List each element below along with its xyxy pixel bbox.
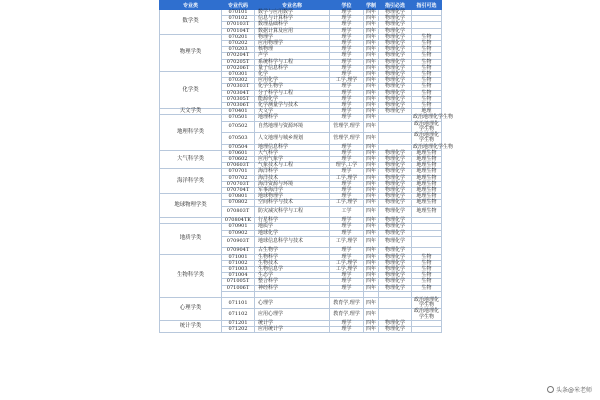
major-years: 四年 [364,144,379,150]
major-required-subjects: 物理化学 [379,109,412,115]
major-code: 070303T [222,84,255,90]
major-years: 四年 [364,157,379,163]
major-required-subjects: 物理化学 [379,53,412,59]
major-code: 070305T [222,96,255,102]
header-name: 专业名称 [255,1,330,10]
major-code: 070502 [222,121,255,133]
major-required-subjects: 物理化学 [379,163,412,169]
header-category: 专业类 [160,1,222,10]
major-code: 071202 [222,327,255,333]
major-degree: 理学 [330,169,364,175]
major-degree: 理学 [330,218,364,224]
major-degree: 理学 [330,103,364,109]
major-optional-subjects [412,327,442,333]
major-years: 四年 [364,96,379,102]
major-code: 070205T [222,59,255,65]
major-name: 地球物理学 [255,194,330,200]
major-name: 天文学 [255,109,330,115]
major-degree: 理学 [330,53,364,59]
major-years: 四年 [364,260,379,266]
major-years: 四年 [364,34,379,40]
major-code: 070302 [222,78,255,84]
major-optional-subjects: 生物 [412,273,442,279]
major-degree: 工学,理学 [330,200,364,206]
major-code: 071101 [222,297,255,309]
major-code: 070304T [222,90,255,96]
category-cell: 地理科学类 [160,115,222,150]
major-years: 四年 [364,47,379,53]
major-name: 信息与计算科学 [255,16,330,22]
category-cell: 心理学类 [160,297,222,320]
major-years: 四年 [364,133,379,145]
major-code: 070701 [222,169,255,175]
category-cell: 统计学类 [160,320,222,332]
major-code: 070704T [222,188,255,194]
major-degree: 理学 [330,47,364,53]
major-years: 四年 [364,103,379,109]
major-name: 生物技术 [255,260,330,266]
major-name: 化学生物学 [255,84,330,90]
major-name: 心理学 [255,297,330,309]
major-years: 四年 [364,224,379,230]
major-required-subjects: 物理化学 [379,194,412,200]
major-optional-subjects: 地理生物 [412,200,442,206]
major-years: 四年 [364,41,379,47]
major-degree: 工学,理学 [330,266,364,272]
major-years: 四年 [364,28,379,34]
major-optional-subjects: 政治地理化学生物 [412,309,442,321]
major-name: 海洋资源与环境 [255,181,330,187]
major-degree: 理学 [330,150,364,156]
major-name: 能源化学 [255,96,330,102]
major-degree: 理学 [330,279,364,285]
major-name: 应用心理学 [255,309,330,321]
major-degree: 理学 [330,224,364,230]
major-name: 气象技术与工程 [255,163,330,169]
major-name: 应用统计学 [255,327,330,333]
major-degree: 理学 [330,157,364,163]
major-required-subjects: 物理化学 [379,218,412,224]
major-optional-subjects: 生物 [412,285,442,291]
major-years: 四年 [364,200,379,206]
major-required-subjects: 物理化学 [379,200,412,206]
major-required-subjects: 物理化学 [379,72,412,78]
major-name: 生物信息学 [255,266,330,272]
major-name: 数据计算及应用 [255,28,330,34]
major-degree: 理学 [330,181,364,187]
major-optional-subjects: 生物 [412,41,442,47]
major-optional-subjects: 政治地理化学生物 [413,143,454,150]
table-body [160,9,454,333]
major-required-subjects: 物理化学 [379,320,412,326]
major-degree: 理学 [330,84,364,90]
major-optional-subjects: 生物 [412,254,442,260]
major-degree: 理学 [330,28,364,34]
major-table [159,0,454,333]
major-degree: 教育学,理学 [330,309,364,321]
major-years: 四年 [364,218,379,224]
major-years: 四年 [364,16,379,22]
major-optional-subjects: 生物 [412,53,442,59]
major-years: 四年 [364,266,379,272]
major-name: 地球化学 [255,230,330,236]
major-code: 071002 [222,260,255,266]
major-degree: 理学 [330,109,364,115]
major-name: 防灾减灾科学与工程 [255,206,330,218]
major-optional-subjects [412,236,442,248]
major-years: 四年 [364,194,379,200]
major-optional-subjects: 生物 [412,72,442,78]
major-required-subjects: 物理化学 [379,47,412,53]
category-cell: 海洋科学类 [160,169,222,194]
major-name: 化学 [255,72,330,78]
major-optional-subjects: 政治地理化学生物 [413,114,454,121]
major-degree: 工学,理学 [330,236,364,248]
major-degree: 理学 [330,273,364,279]
major-name: 地理科学 [255,115,330,121]
major-years: 四年 [364,10,379,16]
major-years: 四年 [364,285,379,291]
major-degree: 理学 [330,188,364,194]
major-degree: 工学,理学 [330,78,364,84]
major-years: 四年 [364,65,379,71]
major-years: 四年 [364,248,379,254]
major-required-subjects: 物理化学 [379,279,412,285]
major-code: 070601 [222,150,255,156]
major-name: 数学与应用数学 [255,10,330,16]
major-name: 化学测量学与技术 [255,103,330,109]
major-required-subjects: 物理化学 [379,90,412,96]
major-code: 070206T [222,65,255,71]
major-code: 070104T [222,28,255,34]
major-degree: 理学,工学 [330,163,364,169]
major-code: 070503 [222,133,255,145]
major-degree: 理学 [330,10,364,16]
major-degree: 理学 [330,16,364,22]
major-code: 070902 [222,230,255,236]
major-required-subjects: 物理化学 [379,206,412,218]
major-required-subjects: 物理化学 [379,10,412,16]
major-degree: 工学,理学 [330,260,364,266]
major-optional-subjects: 地理生物 [412,157,442,163]
major-degree: 理学 [330,327,364,333]
major-name: 系统科学与工程 [255,59,330,65]
header-years: 学制 [364,1,379,10]
major-required-subjects: 物理化学 [379,254,412,260]
major-required-subjects: 物理化学 [379,273,412,279]
major-degree: 理学 [330,230,364,236]
major-required-subjects: 物理化学 [379,96,412,102]
major-name: 人文地理与城乡规划 [255,133,330,145]
major-code: 070703T [222,181,255,187]
major-required-subjects: 物理化学 [379,103,412,109]
major-name: 海洋技术 [255,175,330,181]
major-code: 071006T [222,285,255,291]
major-required-subjects: 物理化学 [379,59,412,65]
major-optional-subjects: 生物 [412,34,442,40]
major-name: 应用气象学 [255,157,330,163]
major-years: 四年 [364,163,379,169]
major-required-subjects: 物理化学 [379,224,412,230]
major-optional-subjects: 地理生物 [412,181,442,187]
category-cell: 天文学类 [160,109,222,115]
major-required-subjects: 物理化学 [379,22,412,28]
major-optional-subjects: 生物 [412,279,442,285]
major-optional-subjects: 地理生物 [412,169,442,175]
major-name: 量子信息科学 [255,65,330,71]
table-row [160,297,442,309]
major-required-subjects: 物理化学 [379,285,412,291]
major-code: 070904T [222,248,255,254]
major-code: 071004 [222,273,255,279]
major-required-subjects: 物理化学 [379,157,412,163]
major-required-subjects: 物理化学 [379,248,412,254]
major-required-subjects: 物理化学 [379,65,412,71]
major-degree: 理学 [330,254,364,260]
major-optional-subjects: 生物 [412,84,442,90]
major-name: 声学 [255,53,330,59]
major-degree: 理学 [330,65,364,71]
major-required-subjects: 物理化学 [379,181,412,187]
major-degree: 教育学,理学 [330,297,364,309]
major-years: 四年 [364,309,379,321]
major-name: 地质学 [255,224,330,230]
major-years: 四年 [364,121,379,133]
major-years: 四年 [364,254,379,260]
major-name: 核物理 [255,47,330,53]
major-required-subjects: 物理化学 [379,230,412,236]
major-years: 四年 [364,22,379,28]
major-code: 070602 [222,157,255,163]
major-degree: 管理学,理学 [330,133,364,145]
major-years: 四年 [364,115,379,121]
major-years: 四年 [364,236,379,248]
major-degree: 理学 [330,59,364,65]
major-code: 070801 [222,194,255,200]
major-optional-subjects: 地理生物 [412,206,442,218]
major-years: 四年 [364,297,379,309]
major-optional-subjects: 生物 [412,96,442,102]
header-code: 专业代码 [222,1,255,10]
major-optional-subjects: 生物 [412,103,442,109]
major-required-subjects: 物理化学 [379,150,412,156]
major-required-subjects [379,133,412,145]
category-cell: 大气科学类 [160,150,222,169]
watermark-logo-icon [547,386,554,393]
major-degree: 工学 [330,206,364,218]
major-code: 071001 [222,254,255,260]
major-years: 四年 [364,175,379,181]
major-years: 四年 [364,169,379,175]
major-optional-subjects: 生物 [412,65,442,71]
major-optional-subjects: 生物 [412,47,442,53]
major-years: 四年 [364,279,379,285]
major-code: 070903T [222,236,255,248]
major-name: 大气科学 [255,150,330,156]
major-optional-subjects: 生物 [412,59,442,65]
major-optional-subjects: 政治地理化学生物 [412,133,442,145]
major-optional-subjects: 地理生物 [412,188,442,194]
major-name: 空间科学与技术 [255,200,330,206]
major-name: 统计学 [255,320,330,326]
major-years: 四年 [364,181,379,187]
major-optional-subjects: 生物 [412,78,442,84]
major-optional-subjects: 地理生物 [412,150,442,156]
major-required-subjects: 物理化学 [379,78,412,84]
major-degree: 理学 [330,144,364,150]
major-years: 四年 [364,84,379,90]
major-required-subjects: 物理化学 [379,260,412,266]
major-optional-subjects: 生物 [412,260,442,266]
major-degree: 管理学,理学 [330,121,364,133]
major-optional-subjects: 政治地理化学生物 [412,297,442,309]
major-degree: 理学 [330,34,364,40]
major-name: 军事海洋学 [255,188,330,194]
major-years: 四年 [364,150,379,156]
major-name: 数理基础科学 [255,22,330,28]
major-optional-subjects: 地理生物 [412,194,442,200]
major-required-subjects [379,309,412,321]
major-name: 自然地理与资源环境 [255,121,330,133]
major-optional-subjects: 地理生物 [412,175,442,181]
major-years: 四年 [364,230,379,236]
category-cell: 生物科学类 [160,254,222,297]
major-required-subjects [379,121,412,133]
major-code: 070501 [222,115,255,121]
major-degree: 理学 [330,90,364,96]
major-name: 生物科学 [255,254,330,260]
major-code: 070802 [222,200,255,206]
major-required-subjects: 物理化学 [379,28,412,34]
major-code: 070203 [222,47,255,53]
major-name: 地球信息科学与技术 [255,236,330,248]
major-years: 四年 [364,320,379,326]
major-years: 四年 [364,78,379,84]
major-code: 070603T [222,163,255,169]
major-years: 四年 [364,327,379,333]
major-optional-subjects: 地理生物 [412,163,442,169]
major-years: 四年 [364,188,379,194]
major-name: 应用物理学 [255,41,330,47]
major-degree: 工学,理学 [330,175,364,181]
category-cell: 地质学类 [160,224,222,254]
header-optional: 指引可选 [412,1,442,10]
header-required: 指引必选 [379,1,412,10]
major-years: 四年 [364,206,379,218]
major-required-subjects: 物理化学 [379,41,412,47]
category-cell: 化学类 [160,72,222,109]
major-degree: 理学 [330,285,364,291]
major-optional-subjects: 生物 [412,90,442,96]
major-code: 070301 [222,72,255,78]
major-required-subjects: 物理化学 [379,236,412,248]
major-years: 四年 [364,59,379,65]
major-required-subjects [379,297,412,309]
major-degree: 理学 [330,72,364,78]
major-code: 070803T [222,206,255,218]
category-cell: 数学类 [160,10,222,35]
major-name: 地理信息科学 [255,144,330,150]
major-code: 071201 [222,320,255,326]
major-degree: 理学 [330,22,364,28]
major-required-subjects: 物理化学 [379,84,412,90]
major-code: 070504 [222,144,255,150]
major-name: 物理学 [255,34,330,40]
major-code: 071005T [222,279,255,285]
major-degree: 理学 [330,194,364,200]
major-required-subjects: 物理化学 [379,266,412,272]
header-degree: 学位 [330,1,364,10]
major-degree: 理学 [330,320,364,326]
major-required-subjects: 物理化学 [379,175,412,181]
major-required-subjects: 物理化学 [379,327,412,333]
major-code: 070102 [222,16,255,22]
major-name: 整合科学 [255,279,330,285]
major-degree: 理学 [330,41,364,47]
major-required-subjects: 物理化学 [379,188,412,194]
major-code: 070306T [222,103,255,109]
watermark-text: 头条@米老师 [555,387,592,394]
major-name: 生态学 [255,273,330,279]
major-years: 四年 [364,53,379,59]
major-name: 行星科学 [255,218,330,224]
major-years: 四年 [364,273,379,279]
major-name: 应用化学 [255,78,330,84]
major-code: 070901 [222,224,255,230]
watermark [547,385,592,394]
major-code: 071102 [222,309,255,321]
major-code: 070702 [222,175,255,181]
major-optional-subjects: 生物 [412,266,442,272]
major-code: 070103T [222,22,255,28]
major-required-subjects: 物理化学 [379,34,412,40]
major-code: 070101 [222,10,255,16]
major-required-subjects: 物理化学 [379,169,412,175]
major-name: 海洋科学 [255,169,330,175]
major-degree: 理学 [330,115,364,121]
major-years: 四年 [364,109,379,115]
major-code: 070204T [222,53,255,59]
category-cell: 地球物理学类 [160,194,222,218]
major-degree: 理学 [330,248,364,254]
major-required-subjects: 物理化学 [379,16,412,22]
category-cell: 物理学类 [160,34,222,71]
major-degree: 理学 [330,96,364,102]
major-code: 071003 [222,266,255,272]
major-code: 070401 [222,109,255,115]
major-optional-subjects: 地理 [412,109,442,115]
major-code: 070202 [222,41,255,47]
major-years: 四年 [364,90,379,96]
major-code: 070201 [222,34,255,40]
major-code: 070804TK [222,218,255,224]
major-name: 古生物学 [255,248,330,254]
major-name: 分子科学与工程 [255,90,330,96]
major-optional-subjects: 政治地理化学生物 [412,121,442,133]
major-years: 四年 [364,72,379,78]
major-name: 神经科学 [255,285,330,291]
